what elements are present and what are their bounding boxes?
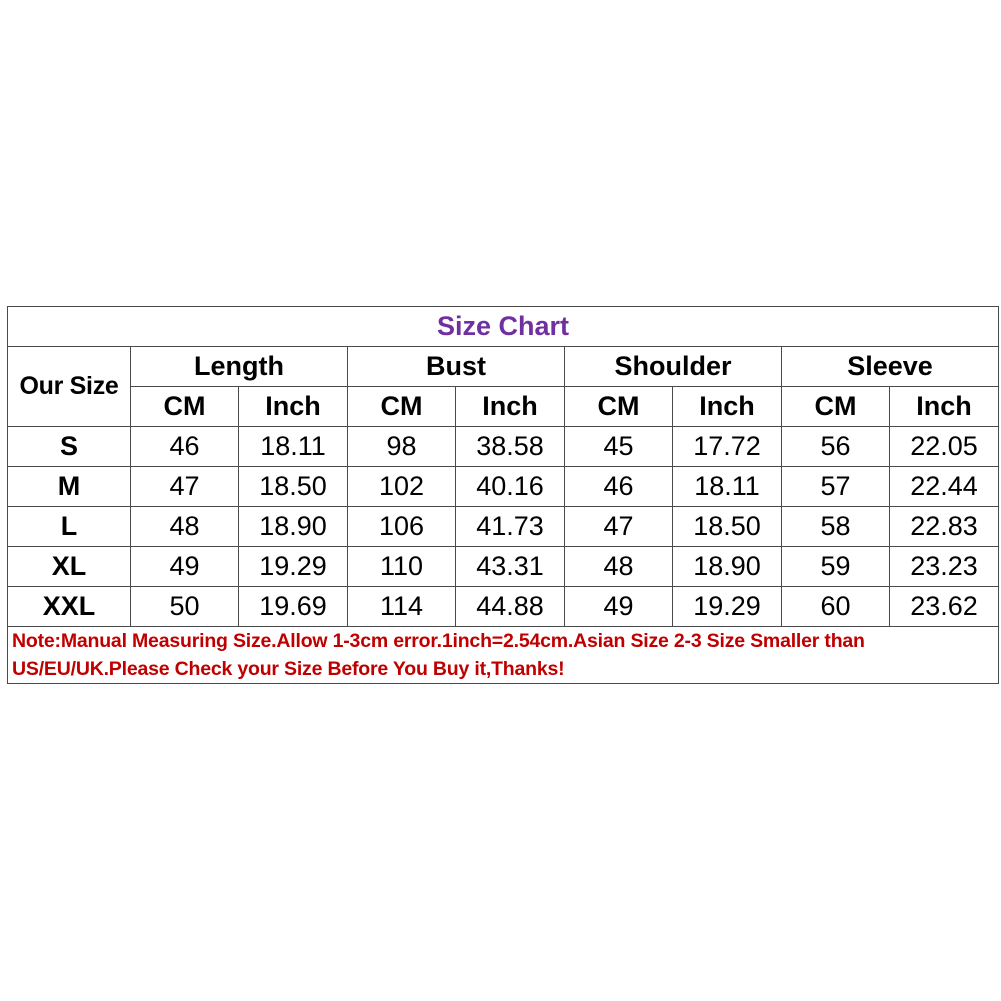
measurement-cell: 23.23 bbox=[890, 547, 999, 587]
measurement-cell: 98 bbox=[348, 427, 456, 467]
measurement-note: Note:Manual Measuring Size.Allow 1-3cm error.1inch=2.54cm.Asian Size 2-3 Size Smaller than US/EU/UK.Please Check your Size Before You Buy it,Thanks! bbox=[8, 627, 999, 684]
unit-header-cm: CM bbox=[131, 387, 239, 427]
group-header-shoulder: Shoulder bbox=[565, 347, 782, 387]
measurement-cell: 57 bbox=[782, 467, 890, 507]
note-row bbox=[8, 627, 999, 684]
unit-header-row bbox=[8, 387, 999, 427]
measurement-cell: 40.16 bbox=[456, 467, 565, 507]
measurement-cell: 47 bbox=[565, 507, 673, 547]
measurement-cell: 49 bbox=[565, 587, 673, 627]
measurement-cell: 50 bbox=[131, 587, 239, 627]
measurement-cell: 19.69 bbox=[239, 587, 348, 627]
unit-header-cm: CM bbox=[565, 387, 673, 427]
measurement-cell: 59 bbox=[782, 547, 890, 587]
measurement-cell: 22.05 bbox=[890, 427, 999, 467]
measurement-cell: 18.11 bbox=[239, 427, 348, 467]
measurement-cell: 47 bbox=[131, 467, 239, 507]
measurement-cell: 102 bbox=[348, 467, 456, 507]
table-row bbox=[8, 427, 999, 467]
measurement-cell: 43.31 bbox=[456, 547, 565, 587]
measurement-cell: 45 bbox=[565, 427, 673, 467]
group-header-bust: Bust bbox=[348, 347, 565, 387]
measurement-cell: 18.11 bbox=[673, 467, 782, 507]
measurement-cell: 18.50 bbox=[673, 507, 782, 547]
group-header-length: Length bbox=[131, 347, 348, 387]
measurement-cell: 17.72 bbox=[673, 427, 782, 467]
measurement-cell: 56 bbox=[782, 427, 890, 467]
measurement-cell: 48 bbox=[565, 547, 673, 587]
size-label: M bbox=[8, 467, 131, 507]
measurement-cell: 46 bbox=[565, 467, 673, 507]
size-label: S bbox=[8, 427, 131, 467]
table-row bbox=[8, 507, 999, 547]
unit-header-inch: Inch bbox=[890, 387, 999, 427]
measurement-cell: 114 bbox=[348, 587, 456, 627]
measurement-cell: 41.73 bbox=[456, 507, 565, 547]
measurement-cell: 22.83 bbox=[890, 507, 999, 547]
size-chart-table bbox=[7, 306, 999, 684]
group-header-sleeve: Sleeve bbox=[782, 347, 999, 387]
unit-header-inch: Inch bbox=[673, 387, 782, 427]
group-header-row bbox=[8, 347, 999, 387]
measurement-cell: 18.90 bbox=[239, 507, 348, 547]
size-label: XXL bbox=[8, 587, 131, 627]
unit-header-inch: Inch bbox=[239, 387, 348, 427]
measurement-cell: 22.44 bbox=[890, 467, 999, 507]
measurement-cell: 18.50 bbox=[239, 467, 348, 507]
measurement-cell: 46 bbox=[131, 427, 239, 467]
measurement-cell: 44.88 bbox=[456, 587, 565, 627]
unit-header-cm: CM bbox=[782, 387, 890, 427]
measurement-cell: 19.29 bbox=[239, 547, 348, 587]
unit-header-cm: CM bbox=[348, 387, 456, 427]
measurement-cell: 60 bbox=[782, 587, 890, 627]
measurement-cell: 23.62 bbox=[890, 587, 999, 627]
size-label: L bbox=[8, 507, 131, 547]
measurement-cell: 58 bbox=[782, 507, 890, 547]
size-label: XL bbox=[8, 547, 131, 587]
measurement-cell: 18.90 bbox=[673, 547, 782, 587]
table-row bbox=[8, 587, 999, 627]
measurement-cell: 48 bbox=[131, 507, 239, 547]
title-row bbox=[8, 307, 999, 347]
table-row bbox=[8, 467, 999, 507]
measurement-cell: 49 bbox=[131, 547, 239, 587]
unit-header-inch: Inch bbox=[456, 387, 565, 427]
measurement-cell: 19.29 bbox=[673, 587, 782, 627]
measurement-cell: 106 bbox=[348, 507, 456, 547]
size-chart-title: Size Chart bbox=[8, 307, 999, 347]
our-size-header: Our Size bbox=[8, 347, 131, 427]
measurement-cell: 38.58 bbox=[456, 427, 565, 467]
measurement-cell: 110 bbox=[348, 547, 456, 587]
table-row bbox=[8, 547, 999, 587]
